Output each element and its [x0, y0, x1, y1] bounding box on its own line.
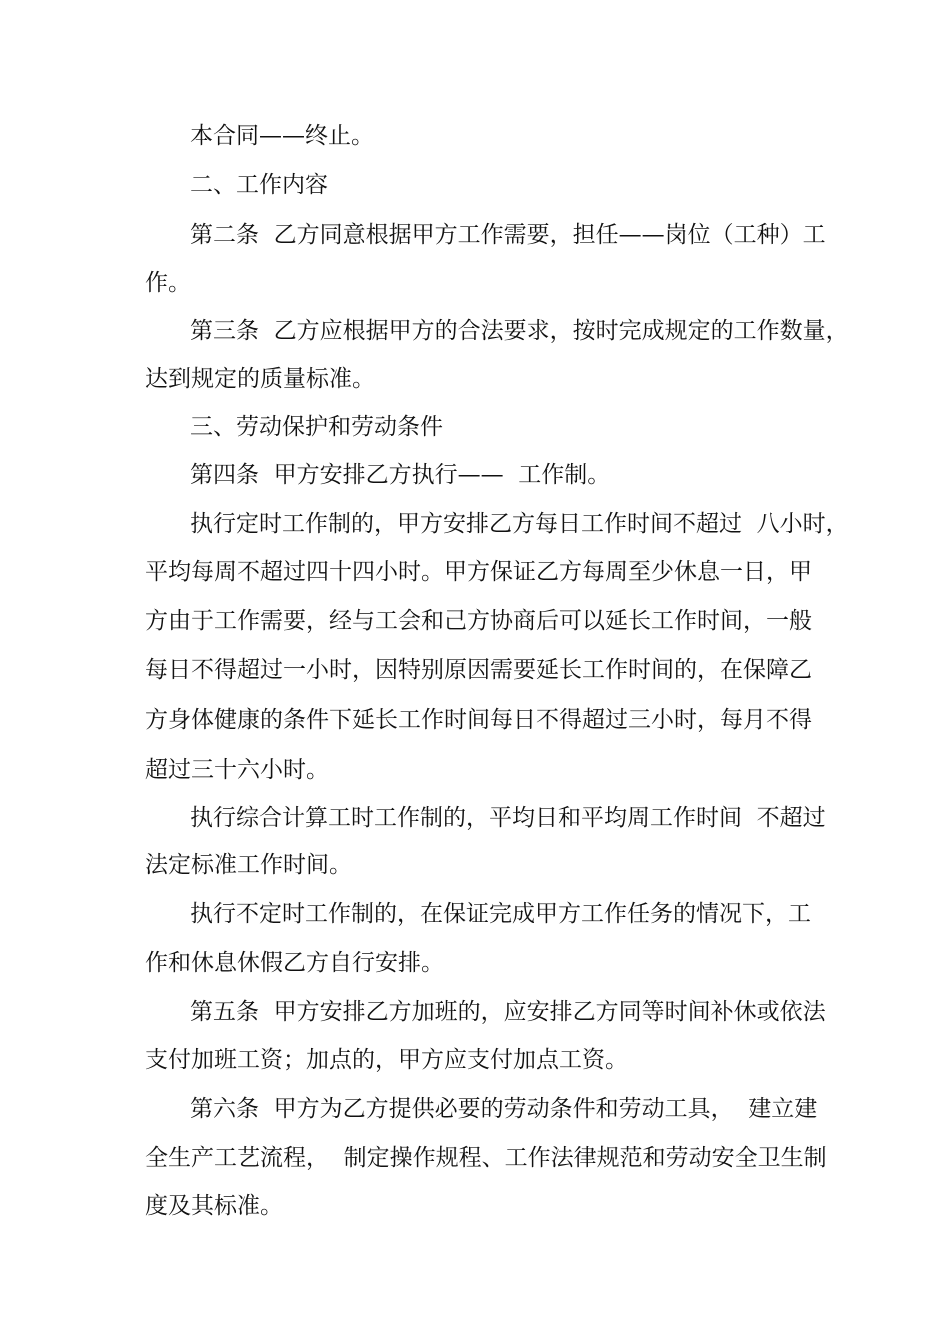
text-line: 每日不得超过一小时，因特别原因需要延长工作时间的，在保障乙 — [145, 657, 812, 683]
section-heading: 二、工作内容 — [190, 172, 328, 198]
text-line: 超过三十六小时。 — [145, 757, 329, 783]
text-line: 法定标准工作时间。 — [145, 852, 352, 878]
text-line: 全生产工艺流程， 制定操作规程、工作法律规范和劳动安全卫生制 — [145, 1145, 827, 1171]
text-line: 执行不定时工作制的，在保证完成甲方工作任务的情况下，工 — [190, 901, 811, 927]
text-line: 本合同——终止。 — [190, 123, 374, 149]
text-line: 度及其标准。 — [145, 1193, 283, 1219]
text-line: 执行综合计算工时工作制的，平均日和平均周工作时间 不超过 — [190, 805, 826, 831]
section-heading: 三、劳动保护和劳动条件 — [190, 414, 443, 440]
text-line: 平均每周不超过四十四小时。甲方保证乙方每周至少休息一日，甲 — [145, 559, 812, 585]
text-line: 作和休息休假乙方自行安排。 — [145, 950, 444, 976]
text-line: 达到规定的质量标准。 — [145, 366, 375, 392]
text-line: 第五条 甲方安排乙方加班的，应安排乙方同等时间补休或依法 — [190, 999, 826, 1025]
text-line: 方身体健康的条件下延长工作时间每日不得超过三小时，每月不得 — [145, 707, 812, 733]
text-line: 第三条 乙方应根据甲方的合法要求，按时完成规定的工作数量， — [190, 318, 849, 344]
text-line: 作。 — [145, 270, 191, 296]
text-line: 第四条 甲方安排乙方执行—— 工作制。 — [190, 462, 611, 488]
text-line: 第二条 乙方同意根据甲方工作需要，担任——岗位（工种）工 — [190, 222, 826, 248]
text-line: 方由于工作需要，经与工会和己方协商后可以延长工作时间，一般 — [145, 608, 812, 634]
text-line: 支付加班工资；加点的，甲方应支付加点工资。 — [145, 1047, 628, 1073]
text-line: 执行定时工作制的，甲方安排乙方每日工作时间不超过 八小时， — [190, 511, 849, 537]
text-line: 第六条 甲方为乙方提供必要的劳动条件和劳动工具， 建立建 — [190, 1096, 818, 1122]
